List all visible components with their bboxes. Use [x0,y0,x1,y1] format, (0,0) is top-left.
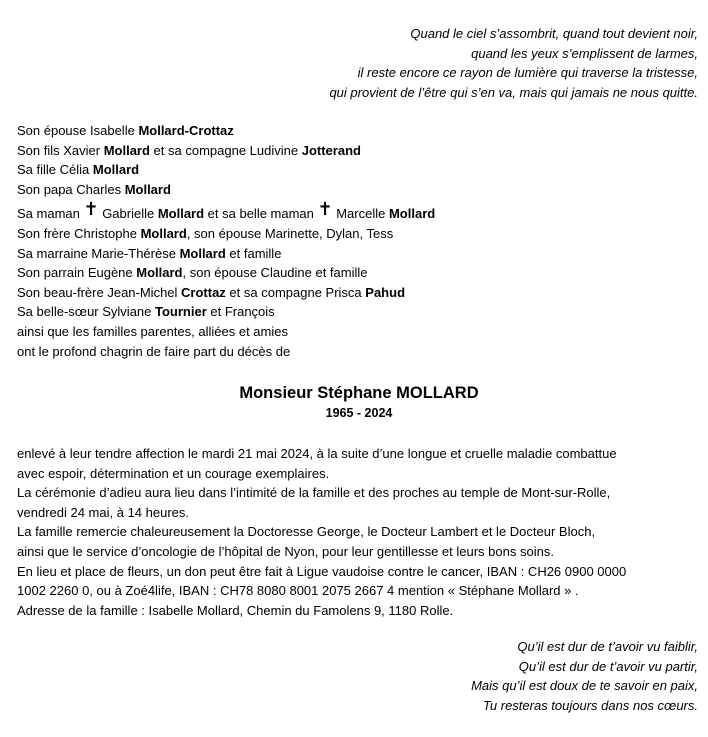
poem-line: Qu’il est dur de t’avoir vu faiblir, [517,639,698,654]
cross-icon: ✝ [317,199,333,220]
closing-poem [471,637,698,715]
family-line-father: Son papa Charles Mollard [17,181,171,197]
body-line: En lieu et place de fleurs, un don peut être fait à Ligue vaudoise contre le cancer, IBAN : CH26 0900 0000 [17,563,627,579]
body-line: enlevé à leur tendre affection le mardi 21 mai 2024, à la suite d’une longue et cruelle maladie combattue [17,446,617,461]
body-line: 1002 2260 0, ou à Zoé4life, IBAN : CH78 8080 8001 2075 2667 4 mention « Stéphane Mollard » . [17,583,579,599]
family-line-godfather: Son parrain Eugène Mollard, son épouse Claudine et famille [17,265,368,281]
body-line: ainsi que le service d’oncologie de l’hôpital de Nyon, pour leur gentillesse et leurs bons soins. [17,543,554,559]
family-line-brother-in-law: Son beau-frère Jean-Michel Crottaz et sa compagne Prisca Pahud [17,284,406,300]
family-line-son: Son fils Xavier Mollard et sa compagne Ludivine Jotterand [17,142,361,158]
poem-line: Mais qu’il est doux de te savoir en paix, [471,678,698,694]
deceased-name: Monsieur Stéphane MOLLARD [239,384,479,402]
opening-poem [329,24,698,102]
poem-line: qui provient de l’être qui s’en va, mais qui jamais ne nous quitte. [329,84,698,100]
poem-line: il reste encore ce rayon de lumière qui traverse la tristesse, [357,65,698,81]
family-line-wife: Son épouse Isabelle Mollard-Crottaz [17,123,234,138]
family-line-brother: Son frère Christophe Mollard, son épouse Marinette, Dylan, Tess [17,225,394,241]
family-line-announcement: ont le profond chagrin de faire part du décès de [17,343,291,359]
poem-line: Tu resteras toujours dans nos cœurs. [482,697,698,713]
body-line: La cérémonie d’adieu aura lieu dans l’intimité de la famille et des proches au temple de Mont-sur-Rolle, [17,485,611,501]
family-line-daughter: Sa fille Célia Mollard [17,162,140,178]
poem-line: quand les yeux s’emplissent de larmes, [471,45,698,61]
family-line-godmother: Sa marraine Marie-Thérèse Mollard et famille [17,245,282,261]
body-line: avec espoir, détermination et un courage exemplaires. [17,465,330,481]
body-line: La famille remercie chaleureusement la Doctoresse George, le Docteur Lambert et le Docteur Bloch, [17,524,596,540]
family-line-relatives: ainsi que les familles parentes, alliées et amies [17,323,288,339]
body-line: vendredi 24 mai, à 14 heures. [17,504,189,520]
family-line-mother: Sa maman ✝ Gabrielle Mollard et sa belle maman ✝ Marcelle Mollard [17,199,436,222]
deceased-heading [0,383,708,423]
poem-line: Quand le ciel s’assombrit, quand tout devient noir, [410,26,698,41]
poem-line: Qu’il est dur de t’avoir vu partir, [518,658,698,674]
announcement-body [17,444,707,620]
cross-icon: ✝ [83,199,99,220]
family-list [17,121,435,361]
body-line: Adresse de la famille : Isabelle Mollard, Chemin du Famolens 9, 1180 Rolle. [17,602,454,618]
deceased-years: 1965 - 2024 [325,406,393,420]
family-line-sister-in-law: Sa belle-sœur Sylviane Tournier et François [17,304,275,320]
